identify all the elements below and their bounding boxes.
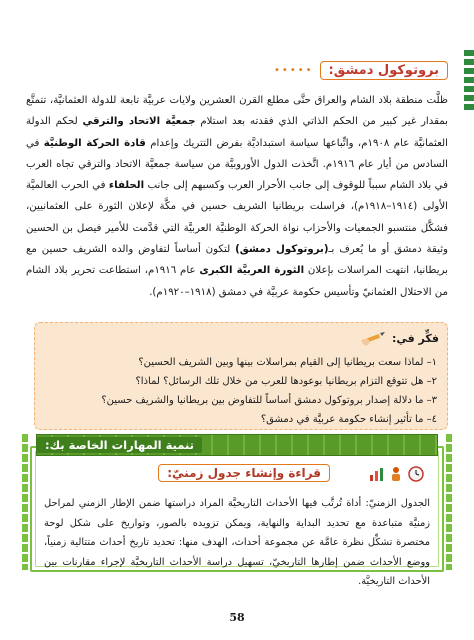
question-item: ٤– ما تأثير إنشاء حكومة عربيَّة في دمشق؟: [260, 414, 437, 425]
section-title-banner: [274, 58, 448, 82]
pencil-hand-icon: [360, 329, 386, 347]
bold-term: (بروتوكول دمشق): [235, 244, 329, 256]
section-title: بروتوكول دمشق:: [320, 61, 448, 80]
think-header: [360, 329, 439, 347]
think-box: [34, 322, 448, 430]
skills-bar: [36, 434, 438, 456]
skill-icons: [368, 466, 424, 482]
skills-title: تنمية المهارات الخاصة بك:: [37, 437, 202, 453]
bold-term: الثورة العربيَّة الكبرى: [199, 265, 305, 277]
title-decoration: •••••: [274, 64, 314, 76]
paragraph-part: ظلَّت منطقة بلاد الشام والعراق حتَّى مطلع القرن العشرين ولايات عربيَّة تابعة للدولة العثمانيَّة،: [49, 95, 448, 106]
skill-text: الجدول الزمنيّ: أداة تُرتَّب فيها الأحداث التاريخيَّة المراد دراستها ضمن الإطار الزمني لمراحل زمنيَّة متباعدة مع تحديد البداية والنهاية، ويمكن تزويده بالصور، وتواريخ على شكل لوحة مختصرة تشكِّل نظرة عامَّة عن مجموعة أحداث، الهدف منها: تحديد تاريخ أحداث متتالية زمنياً، ووضع الأحداث ضمن إطارها التاريخيّ، تسهيل دراسة الأحداث التاريخيَّة لإجراء مقارنات بين الأحداث التاريخيَّة.: [44, 498, 430, 588]
bold-term: الحلفاء: [108, 180, 145, 192]
think-heading: فكِّر في:: [391, 331, 439, 345]
paragraph-part: في السادس من أيار عام ١٩١٦م. اتَّخذت الدول الأوروبيَّة من سياسة جمعيَّة الاتحاد والترقي تجاه العرب في بلاد الشام سبباً للوقوف إلى جانب الأحرار العرب وكسبهم إلى جانب: [26, 137, 449, 192]
chart-icon: [368, 466, 384, 482]
paragraph-part: في الحرب العالميَّة الأولى (١٩١٤–١٩١٨م)، فراسلت بريطانيا الشريف حسين في مكَّة لإعلان الثورة على العثمانيين، فشكَّل منتسبو الجمعيات والأحزاب نواة الحركة الوطنيَّة العربيَّة التي قدَّمت للأمير فيصل بن الحسين وثيقة دمشق أو ما يُعرف بـ: [26, 180, 448, 256]
question-list: [45, 353, 437, 429]
question-item: ٣– ما دلالة إصدار بروتوكول دمشق أساساً للتفاوض بين بريطانيا والشريف حسين؟: [101, 395, 437, 406]
page-number: 58: [229, 611, 245, 624]
skill-subtitle: قراءة وإنشاء جدول زمنيّ:: [158, 464, 330, 482]
bold-term: جمعيَّة الاتحاد والترقي: [82, 116, 196, 128]
frame-right-decoration: [446, 434, 452, 570]
bold-term: قادة الحركة الوطنيَّة: [43, 137, 146, 149]
paragraph-part: لتكون أساساً لتفاوض والده الشريف حسين مع بريطانيا، انتهت المراسلات بإعلان: [26, 244, 449, 277]
paragraph-part: تتمتَّع بمقدار غير كبير من الحكم الذاتي الذي فقدته بعد استلام: [26, 95, 448, 128]
decorative-stripe: [464, 50, 474, 110]
question-item: ٢– هل تتوقع التزام بريطانيا بوعودها للعرب من خلال تلك الرسائل؟ لماذا؟: [135, 376, 437, 387]
body-paragraph: [26, 90, 448, 303]
frame-left-decoration: [22, 434, 28, 570]
paragraph-part: لحكم الدولة العثمانيَّة عام ١٩٠٨م، واتِّباعها سياسة استبداديَّة بفرض التتريك وإعدام: [26, 116, 448, 149]
person-icon: [388, 466, 404, 482]
clock-icon: [408, 466, 424, 482]
paragraph-part: عام ١٩١٦م، استطاعت تحرير بلاد الشام من الاحتلال العثمانيّ وتأسيس حكومة عربيَّة في دمشق (١٩١٨–١٩٢٠م).: [26, 265, 448, 298]
question-item: ١– لماذا سعت بريطانيا إلى القيام بمراسلات بينها وبين الشريف الحسين؟: [138, 357, 437, 368]
skills-box: [30, 438, 444, 588]
